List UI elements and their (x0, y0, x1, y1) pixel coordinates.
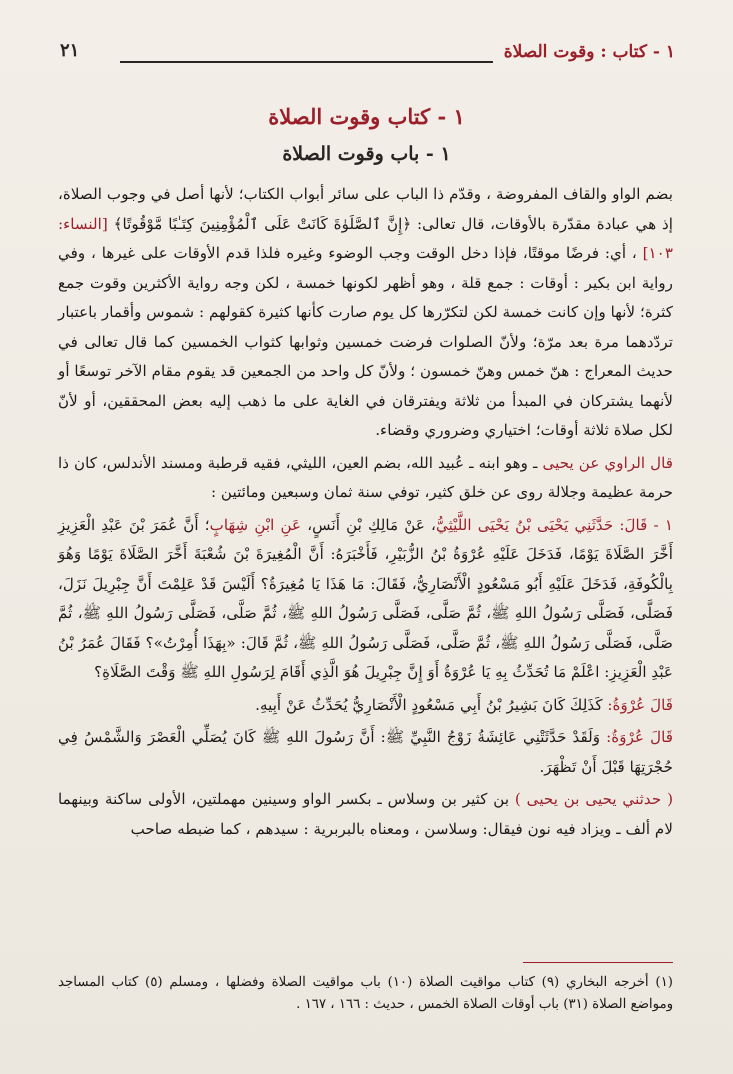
quran-reference: [النساء: ١٠٣] (58, 214, 673, 262)
running-header-title: ١ - كتاب : وقوت الصلاة (503, 42, 675, 62)
kitab-heading: ١ - كتاب وقوت الصلاة (268, 104, 465, 129)
footnote: (١) أخرجه البخاري (٩) كتاب مواقيت الصلاة (١٠) باب مواقيت الصلاة وفضلها ، ومسلم (٥) كتاب المساجد ومواضع الصلاة (٣١) باب أوقات الصلاة الخمس ، حديث : ١٦٦ ، ١٦٧ . (58, 975, 673, 1012)
hadith-isnad: حَدَّثَنِي يَحْيَى بْنُ يَحْيَى اللَّيْثِيُّ (435, 515, 614, 534)
narrator-paragraph (58, 449, 673, 508)
commentary-text: بضم الواو والقاف المفروضة ، وقدّم ذا الباب على سائر أبواب الكتاب؛ لأنها أصل في وجوب الصلاة، إذ هي عبادة مقدّرة بالأوقات، قال تعالى: (58, 185, 673, 233)
hadith-narrator: قَالَ عُرْوَةُ: (607, 695, 673, 714)
commentary-lead: ( حدثني يحيى بن يحيى ) (514, 790, 674, 808)
hadith-text: ؛ أَنَّ عُمَرَ بْنَ عَبْدِ الْعَزِيزِ أَخَّرَ الصَّلَاةَ يَوْمًا، فَدَخَلَ عَلَيْهِ عُرْوَةُ بْنُ الزُّبَيْرِ، فَأَخْبَرَهُ: أَنَّ الْمُغِيرَةَ بْنَ شُعْبَةَ أَخَّرَ الصَّلَاةَ يَوْمًا وَهُوَ بِالْكُوفَةِ، فَدَخَلَ عَلَيْهِ أَبُو مَسْعُودٍ الْأَنْصَارِيُّ، فَقَالَ: مَا هَذَا يَا مُغِيرَةُ؟ أَلَيْسَ قَدْ عَلِمْتَ أَنَّ جِبْرِيلَ نَزَلَ، فَصَلَّى، فَصَلَّى رَسُولُ اللهِ ﷺ، ثُمَّ صَلَّى، فَصَلَّى رَسُولُ اللهِ ﷺ، ثُمَّ صَلَّى، فَصَلَّى رَسُولُ اللهِ ﷺ، ثُمَّ صَلَّى، فَصَلَّى رَسُولُ اللهِ ﷺ، ثُمَّ صَلَّى، فَصَلَّى رَسُولُ اللهِ ﷺ، ثُمَّ قَالَ: «بِهَذَا أُمِرْتُ»؟ فَقَالَ عُمَرُ بْنُ عَبْدِ الْعَزِيزِ: اعْلَمْ مَا تُحَدِّثُ بِهِ يَا عُرْوَةُ أَوَ إِنَّ جِبْرِيلَ هُوَ الَّذِي أَقَامَ لِرَسُولِ اللهِ ﷺ وَقْتَ الصَّلَاةِ؟ (58, 515, 673, 681)
hadith-text: وَلَقَدْ حَدَّثَتْنِي عَائِشَةُ زَوْجُ النَّبِيِّ ﷺ: أَنَّ رَسُولَ اللهِ ﷺ كَانَ يُصَلِّي الْعَصْرَ وَالشَّمْسُ فِي حُجْرَتِهَا قَبْلَ أَنْ تَظْهَرَ. (58, 728, 673, 776)
footnote-rule (523, 962, 673, 963)
narrator-lead: قال الراوي عن يحيى (542, 453, 673, 472)
hadith-narrator: عَنِ ابْنِ شِهَابٍ (209, 515, 302, 534)
page-number: ٢١ (60, 40, 80, 61)
quran-verse: ﴿إِنَّ ٱلصَّلَوٰةَ كَانَتْ عَلَى ٱلْمُؤْمِنِينَ كِتَـٰبًا مَّوْقُوتًا﴾ (113, 214, 412, 233)
hadith-paragraph (58, 511, 673, 688)
hadith-text: ، عَنْ مَالِكِ بْنِ أَنَسٍ، (301, 515, 436, 534)
narrator-text: ـ وهو ابنه ـ عُبيد الله، بضم العين، الليثي، فقيه قرطبة ومسند الأندلس، كان ذا حرمة عظيمة وجلالة روى عن خلق كثير، توفي سنة ثمان وسبعين ومائتين : (58, 453, 673, 501)
hadith-narrator: قَالَ عُرْوَةُ: (606, 728, 673, 746)
running-header (60, 38, 675, 68)
hadith-paragraph (58, 723, 673, 782)
commentary-paragraph (58, 785, 673, 844)
header-rule (120, 61, 493, 63)
hadith-number: ١ - قَالَ: (613, 515, 673, 534)
commentary-text: ، أي: فرضًا موقتًا، فإذا دخل الوقت وجب الوضوء وغيره فلذا قدم الأوقات على غيرها ، وفي رواية ابن بكير : أوقات : جمع قلة ، وهو أظهر لكونها خمسة ، لكن وجه رواية الأكثرين وقوت جمع كثرة؛ لأنها وإن كانت خمسة لكن لتكرّرها كل يوم صارت كأنها كثيرة كقولهم : شموس وأقمار باعتبار تردّدهما مرة بعد مرّة؛ ولأنّ الصلوات فرضت خمسين وثوابها كثواب الخمسين كما قال تعالى في حديث المعراج : هنّ خمس وهنّ خمسون ؛ ولأنّ كل واحد من الجمعين قد يقوم مقام الآخر توسعًا أو لأنهما يشتركان في المبدأ من ثلاثة ويفترقان في الغاية على ما ذهب إليه بعض المحققين، أو لأنّ لكل صلاة ثلاثة أوقات؛ اختياري وضروري وقضاء. (58, 244, 673, 439)
hadith-paragraph (58, 691, 673, 721)
main-text (58, 180, 673, 844)
commentary-paragraph (58, 180, 673, 446)
bab-heading: ١ - باب وقوت الصلاة (282, 143, 451, 165)
commentary-text: بن كثير بن وسلاس ـ بكسر الواو وسينين مهملتين، الأولى ساكنة وبينهما لام ألف ـ ويزاد فيه نون فيقال: وسلاسن ، ومعناه بالبربرية : سيدهم ، كما ضبطه صاحب (58, 790, 673, 838)
hadith-text: كَذَلِكَ كَانَ بَشِيرُ بْنُ أَبِي مَسْعُودٍ الْأَنْصَارِيُّ يُحَدِّثُ عَنْ أَبِيهِ. (255, 695, 608, 714)
